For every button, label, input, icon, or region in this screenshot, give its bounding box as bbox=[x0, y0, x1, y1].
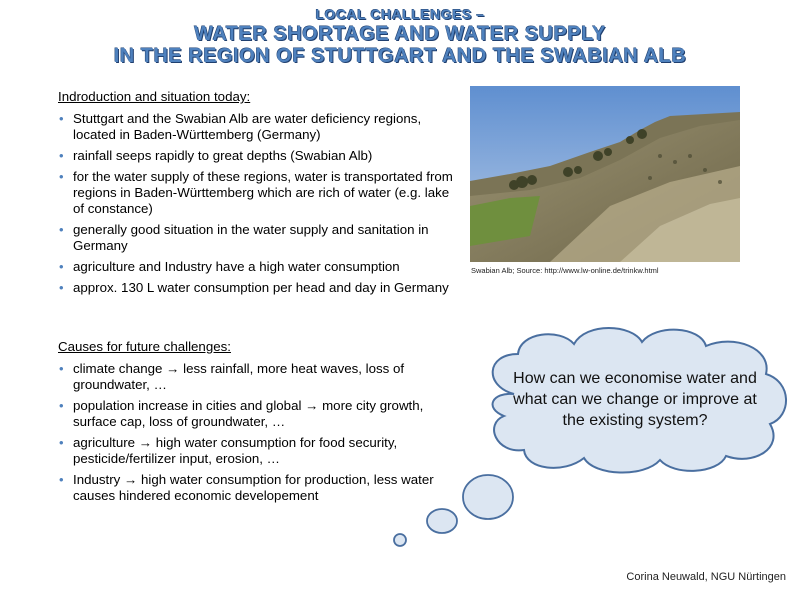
slide-title bbox=[0, 6, 800, 67]
causes-bullet-list bbox=[58, 361, 463, 504]
thought-bubble-small bbox=[394, 534, 406, 546]
intro-bullet: • for the water supply of these regions, water is transportated from regions in Baden-Württemberg which are rich of water (e.g. lake of constance) bbox=[58, 169, 463, 217]
author-credit: Corina Neuwald, NGU Nürtingen bbox=[626, 571, 786, 583]
swabian-alb-photo bbox=[470, 86, 740, 262]
intro-bullet-list bbox=[58, 111, 463, 296]
title-line-3: IN THE REGION OF STUTTGART AND THE SWABIAN ALB bbox=[113, 45, 687, 67]
intro-bullet: • agriculture and Industry have a high water consumption bbox=[58, 259, 463, 275]
title-line-2: WATER SHORTAGE AND WATER SUPPLY bbox=[194, 23, 606, 45]
causes-bullet: • agriculture → high water consumption for food security, pesticide/fertilizer input, erosion, … bbox=[58, 435, 463, 467]
causes-bullet: • population increase in cities and global → more city growth, surface cap, loss of groundwater, … bbox=[58, 398, 463, 430]
title-line-1: LOCAL CHALLENGES – bbox=[315, 6, 485, 22]
intro-bullet: • Stuttgart and the Swabian Alb are water deficiency regions, located in Baden-Württemberg (Germany) bbox=[58, 111, 463, 143]
photo-caption: Swabian Alb; Source: http://www.lw-online.de/trinkw.html bbox=[471, 266, 659, 275]
thought-question: How can we economise water and what can we change or improve at the existing system? bbox=[513, 370, 757, 429]
intro-bullet: • approx. 130 L water consumption per head and day in Germany bbox=[58, 280, 463, 296]
intro-bullet: • generally good situation in the water supply and sanitation in Germany bbox=[58, 222, 463, 254]
causes-bullet: • climate change → less rainfall, more heat waves, loss of groundwater, … bbox=[58, 361, 463, 393]
intro-bullet: • rainfall seeps rapidly to great depths (Swabian Alb) bbox=[58, 148, 463, 164]
thought-bubble-medium bbox=[427, 509, 457, 533]
intro-heading: Indroduction and situation today: bbox=[58, 89, 251, 104]
thought-bubble-large bbox=[463, 475, 513, 519]
intro-section bbox=[58, 89, 463, 301]
causes-bullet: • Industry → high water consumption for production, less water causes hindered economic developement bbox=[58, 472, 463, 504]
causes-section bbox=[58, 339, 463, 509]
causes-heading: Causes for future challenges: bbox=[58, 339, 231, 354]
